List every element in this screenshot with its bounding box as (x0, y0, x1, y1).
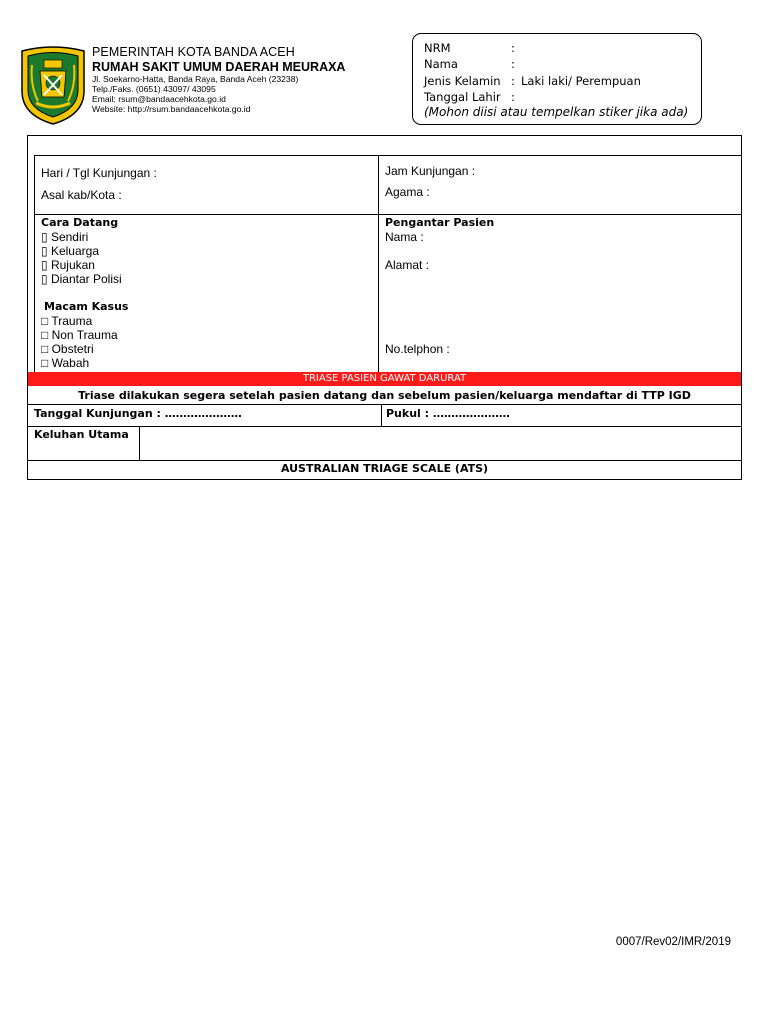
triage-banner: TRIASE PASIEN GAWAT DARURAT (28, 372, 741, 386)
divider (34, 155, 35, 372)
hospital-phone: Telp./Faks. (0651) 43097/ 43095 (92, 83, 216, 94)
id-box-note: (Mohon diisi atau tempelkan stiker jika ada) (424, 105, 689, 120)
escort-title: Pengantar Pasien (385, 216, 495, 229)
hospital-header (92, 46, 402, 114)
religion-field[interactable]: Agama : (385, 185, 430, 199)
arrival-option[interactable]: ▯ Keluarga (41, 244, 99, 258)
escort-name-field[interactable]: Nama : (385, 230, 424, 244)
divider (34, 155, 741, 156)
visit-date-dotted-field[interactable]: Tanggal Kunjungan : ………………… (34, 407, 242, 420)
escort-address-field[interactable]: Alamat : (385, 258, 430, 272)
divider (381, 404, 382, 426)
case-type-option[interactable]: □ Non Trauma (41, 328, 118, 342)
arrival-option[interactable]: ▯ Rujukan (41, 258, 95, 272)
checkbox-icon[interactable]: ▯ (41, 244, 48, 258)
origin-city-field[interactable]: Asal kab/Kota : (41, 188, 122, 202)
arrival-options (41, 230, 122, 286)
hospital-website: Website: http://rsum.bandaacehkota.go.id (92, 104, 251, 115)
arrival-method-title: Cara Datang (41, 216, 119, 229)
divider (34, 214, 741, 215)
checkbox-icon[interactable]: □ (41, 342, 49, 356)
checkbox-icon[interactable]: □ (41, 314, 49, 328)
case-type-option[interactable]: □ Trauma (41, 314, 93, 328)
arrival-option[interactable]: ▯ Sendiri (41, 230, 89, 244)
jenis-kelamin-label: Jenis Kelamin (424, 73, 501, 88)
checkbox-icon[interactable]: ▯ (41, 258, 48, 272)
escort-phone-field[interactable]: No.telphon : (385, 342, 450, 356)
divider (28, 404, 741, 405)
nama-label: Nama (424, 57, 458, 72)
nrm-label: NRM (424, 41, 451, 55)
checkbox-icon[interactable]: ▯ (41, 272, 48, 286)
case-type-option[interactable]: □ Wabah (41, 356, 90, 370)
visit-time-dotted-field[interactable]: Pukul : ………………… (386, 407, 510, 420)
case-type-option[interactable]: □ Obstetri (41, 342, 94, 356)
visit-time-field[interactable]: Jam Kunjungan : (385, 164, 476, 178)
chief-complaint-field[interactable] (140, 427, 740, 459)
checkbox-icon[interactable]: □ (41, 356, 49, 370)
case-type-title: Macam Kasus (44, 300, 129, 313)
divider (378, 155, 379, 372)
tanggal-lahir-label: Tanggal Lahir (424, 89, 501, 104)
hospital-address: Jl. Soekarno-Hatta, Banda Raya, Banda Aceh (23238) (92, 73, 299, 84)
checkbox-icon[interactable]: ▯ (41, 230, 48, 244)
hospital-email: Email: rsum@bandaacehkota.go.id (92, 93, 226, 104)
hospital-name: RUMAH SAKIT UMUM DAERAH MEURAXA (92, 59, 346, 74)
arrival-option[interactable]: ▯ Diantar Polisi (41, 272, 122, 286)
patient-id-box: NRM : Nama : Jenis Kelamin : Laki laki/ Perempuan Tanggal Lahir : (Mohon diisi atau tempelkan stiker jika ada) (412, 33, 702, 125)
document-code: 0007/Rev02/IMR/2019 (615, 936, 731, 948)
visit-date-field[interactable]: Hari / Tgl Kunjungan : (41, 166, 157, 180)
case-type-options (41, 314, 118, 370)
city-emblem-icon (20, 45, 86, 125)
divider (28, 460, 741, 461)
checkbox-icon[interactable]: □ (41, 328, 49, 342)
ats-title: AUSTRALIAN TRIAGE SCALE (ATS) (280, 462, 489, 475)
chief-complaint-label: Keluhan Utama (34, 428, 129, 441)
government-name: PEMERINTAH KOTA BANDA ACEH (92, 45, 295, 59)
jenis-kelamin-value: Laki laki/ Perempuan (521, 73, 641, 88)
triage-instruction: Triase dilakukan segera setelah pasien datang dan sebelum pasien/keluarga mendaftar di TTP IGD (78, 389, 691, 402)
